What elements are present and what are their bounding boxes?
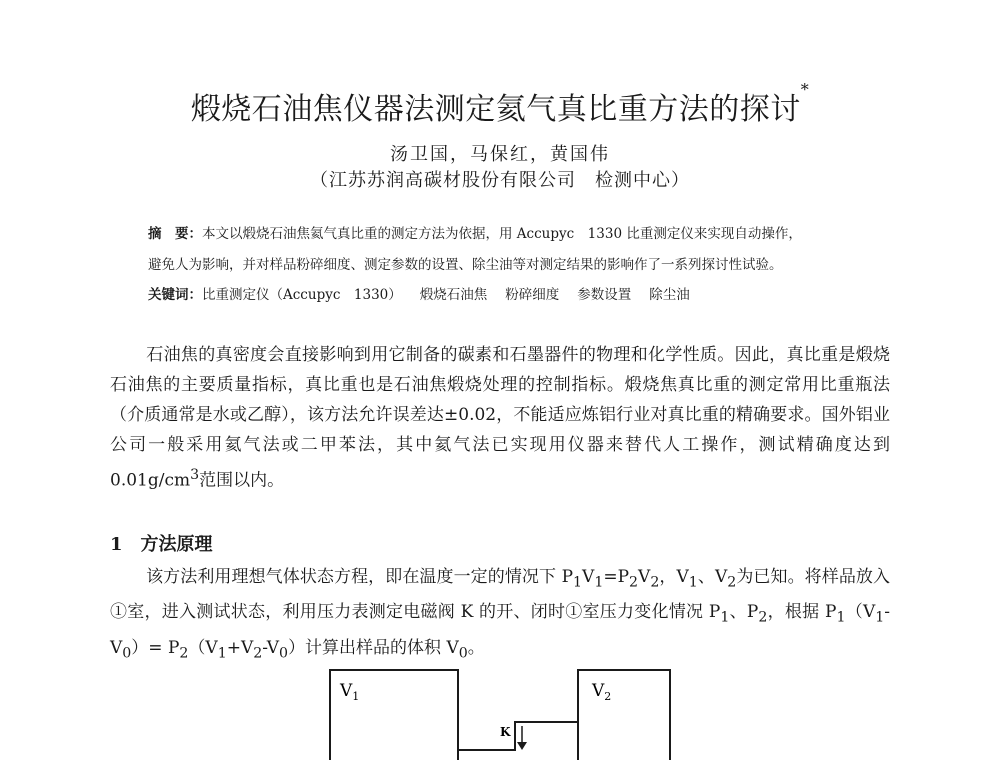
section-title: 方法原理 xyxy=(140,534,213,555)
keywords-label: 关键词： xyxy=(148,287,202,303)
authors: 汤卫国，马保红，黄国伟 xyxy=(390,144,610,165)
section-heading xyxy=(110,530,213,556)
method-text: ）= P xyxy=(131,637,180,658)
subscript: 2 xyxy=(253,645,263,662)
subscript: 1 xyxy=(688,574,698,591)
subscript: 0 xyxy=(458,645,468,662)
keywords xyxy=(148,285,908,305)
subscript: 1 xyxy=(594,574,604,591)
valve-label: K xyxy=(500,725,511,739)
subscript: 2 xyxy=(179,645,189,662)
method-text: V xyxy=(582,567,595,587)
method-text: -V xyxy=(262,637,280,658)
method-text: ，V xyxy=(659,567,689,587)
section-number: 1 xyxy=(110,534,123,555)
method-text: -V xyxy=(110,602,890,658)
chamber-v2-label: $V_2$ xyxy=(592,681,612,703)
keyword-term: 除尘油 xyxy=(649,287,690,303)
abstract-label: 摘 要： xyxy=(148,226,202,242)
subscript: 1 xyxy=(573,574,583,591)
method-text: 该方法利用理想气体状态方程，即在温度一定的情况下 P xyxy=(146,567,574,587)
chamber-v1-label: $V_1$ xyxy=(340,681,360,703)
apparatus-diagram-svg xyxy=(300,660,700,760)
paper-title xyxy=(0,80,1000,128)
subscript: 0 xyxy=(122,645,132,662)
keyword-term: 煅烧石油焦 xyxy=(419,287,488,303)
intro-text: 石油焦的真密度会直接影响到用它制备的碳素和石墨器件的物理和化学性质。因此，真比重是煅烧石油焦的主要质量指标，真比重也是石油焦煅烧处理的控制指标。煅烧焦真比重的测定常用比重瓶法（介质通常是水或乙醇），该方法允许误差达±0.02，不能适应炼铝行业对真比重的精确要求。国外铝业公司一般采用氦气法或二甲苯法，其中氦气法已实现用仪器来替代人工操作，测试精确度达到 0.01g/cm xyxy=(110,345,890,491)
method-text: 、P xyxy=(729,602,759,623)
keyword-term: 比重测定仪（Accupyc 1330） xyxy=(202,287,402,303)
abstract-line-1 xyxy=(148,224,908,244)
intro-paragraph xyxy=(110,340,890,496)
apparatus-diagram xyxy=(300,660,700,760)
subscript: 1 xyxy=(875,609,885,626)
keyword-term: 参数设置 xyxy=(577,287,632,303)
subscript: 2 xyxy=(727,574,737,591)
title-text: 煅烧石油焦仪器法测定氦气真比重方法的探讨 xyxy=(190,92,801,127)
method-text: 。 xyxy=(467,637,485,658)
method-text: ，根据 P xyxy=(767,602,837,623)
affiliation: （江苏苏润高碳材股份有限公司 检测中心） xyxy=(310,170,690,191)
method-text: ）计算出样品的体积 V xyxy=(288,637,459,658)
method-text: （V xyxy=(188,637,218,658)
intro-tail: 范围以内。 xyxy=(199,470,285,491)
method-text: V xyxy=(638,567,651,587)
method-text: （V xyxy=(845,602,876,623)
subscript: 2 xyxy=(650,574,660,591)
connecting-pipe xyxy=(458,722,578,750)
subscript: 1 xyxy=(217,645,227,662)
abstract-line-2: 避免人为影响，并对样品粉碎细度、测定参数的设置、除尘油等对测定结果的影响作了一系列探讨性试验。 xyxy=(148,257,783,273)
title-footnote-mark: * xyxy=(800,80,810,99)
subscript: 2 xyxy=(629,574,639,591)
subscript: 0 xyxy=(279,645,289,662)
method-paragraph xyxy=(110,562,890,668)
method-text: =P xyxy=(603,567,630,587)
method-text: 、V xyxy=(697,567,728,587)
unit-exponent: 3 xyxy=(190,467,200,483)
method-text: 为已知。将样品放入①室，进入测试状态，利用压力表测定电磁阀 K 的开、闭时①室压力变化情况 P xyxy=(110,567,891,623)
method-text: +V xyxy=(226,637,254,658)
subscript: 2 xyxy=(758,609,768,626)
keyword-term: 粉碎细度 xyxy=(505,287,560,303)
subscript: 1 xyxy=(836,609,846,626)
valve-arrow-icon xyxy=(517,742,527,750)
subscript: 1 xyxy=(720,609,730,626)
abstract-text-1: 本文以煅烧石油焦氦气真比重的测定方法为依据，用 Accupyc 1330 比重测定仪来实现自动操作， xyxy=(202,226,802,242)
